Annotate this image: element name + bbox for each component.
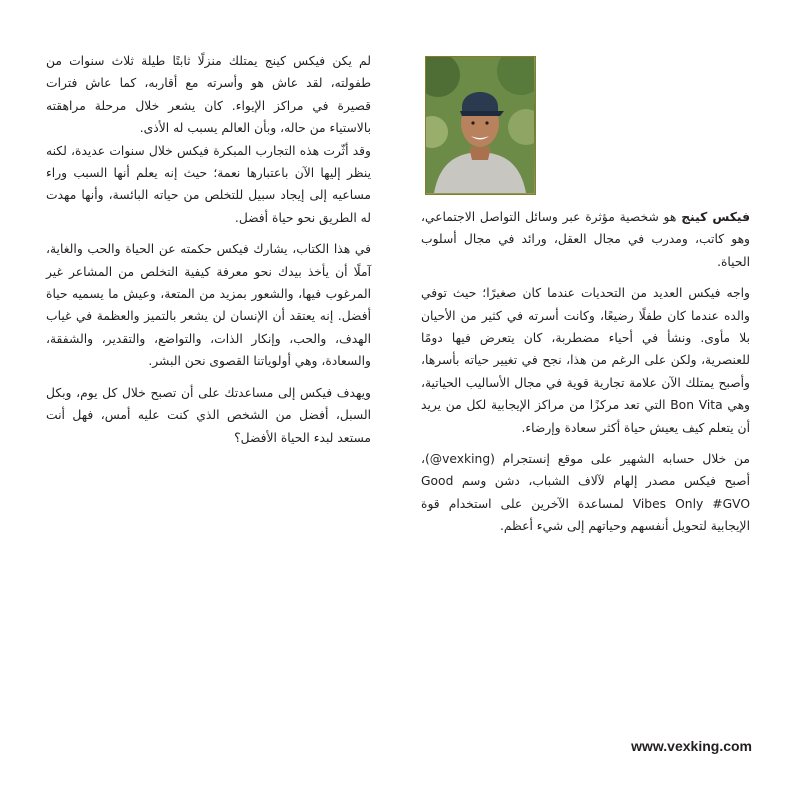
website-link[interactable]: www.vexking.com [631,738,752,754]
right-paragraph-1 [421,206,750,273]
author-name: فيكس كينج [681,210,750,224]
author-intro: هو شخصية مؤثرة عبر وسائل التواصل الاجتماعي، وهو كاتب، ومدرب في مجال العقل، ورائد في مجال أسلوب الحياة. [421,210,750,269]
left-text-column [46,50,371,449]
left-paragraph-1: لم يكن فيكس كينج يمتلك منزلًا ثابتًا طيلة ثلاث سنوات من طفولته، لقد عاش هو وأسرته مع أقاربه، كما عاش فترات قصيرة في مراكز الإيواء. كان يشعر خلال مرحلة مراهقته بالاستياء من حاله، وبأن العالم يسبب له الأذى. [46,54,371,136]
right-text-column [421,206,750,538]
left-paragraph-3: في هذا الكتاب، يشارك فيكس حكمته عن الحياة والحب والغاية، آملًا أن يأخذ بيدك نحو معرفة كيفية التخلص من المشاعر غير المرغوب فيها، والشعور بمزيد من المتعة، وعيش ما يسميه حياة أفضل. إنه يعتقد أن الإنسان لن يشعر بالتميز والعظمة في غياب الهدف، والحب، وإنكار الذات، والتواضع، والتقدير، والشفقة، والسعادة، وهي أولوياتنا القصوى نحن البشر. [46,242,371,369]
portrait-icon [426,57,534,193]
left-paragraph-4: ويهدف فيكس إلى مساعدتك على أن تصبح خلال كل يوم، وبكل السبل، أفضل من الشخص الذي كنت عليه أمس، فهل أنت مستعد لبدء الحياة الأفضل؟ [46,385,371,445]
author-portrait-photo [425,56,536,195]
right-paragraph-3: من خلال حسابه الشهير على موقع إنستجرام (vexking@)، أصبح فيكس مصدر إلهام لآلاف الشباب، دشن وسم Good Vibes Only #GVO لمساعدة الآخرين على استخدام قوة الإيجابية لتحويل أنفسهم وحياتهم إلى شيء أعظم. [421,452,750,534]
right-paragraph-2: واجه فيكس العديد من التحديات عندما كان صغيرًا؛ حيث توفي والده عندما كان طفلًا رضيعًا، وكانت أسرته في كثير من الأحيان بلا مأوى. ونشأ في أحياء مضطربة، كان يتعرض فيها دومًا للعنصرية، ولكن على الرغم من هذا، نجح في تغيير حياته بأسرها، وأصبح يمتلك الآن علامة تجارية قوية في مجال الأساليب الحياتية، وهي Bon Vita التي تعد مركزًا من مراكز الإيجابية لكل من يريد أن يتعلم كيف يعيش حياة أكثر سعادة وإرضاء. [421,286,750,435]
left-paragraph-2: وقد أثّرت هذه التجارب المبكرة فيكس خلال سنوات عديدة، لكنه ينظر إليها الآن باعتبارها نعمة؛ حيث إنه يعلم أنها السبب وراء مساعيه إلى إيجاد سبيل للتخلص من حياته البائسة، وأنها مهدت له الطريق نحو حياة أفضل. [46,143,371,225]
